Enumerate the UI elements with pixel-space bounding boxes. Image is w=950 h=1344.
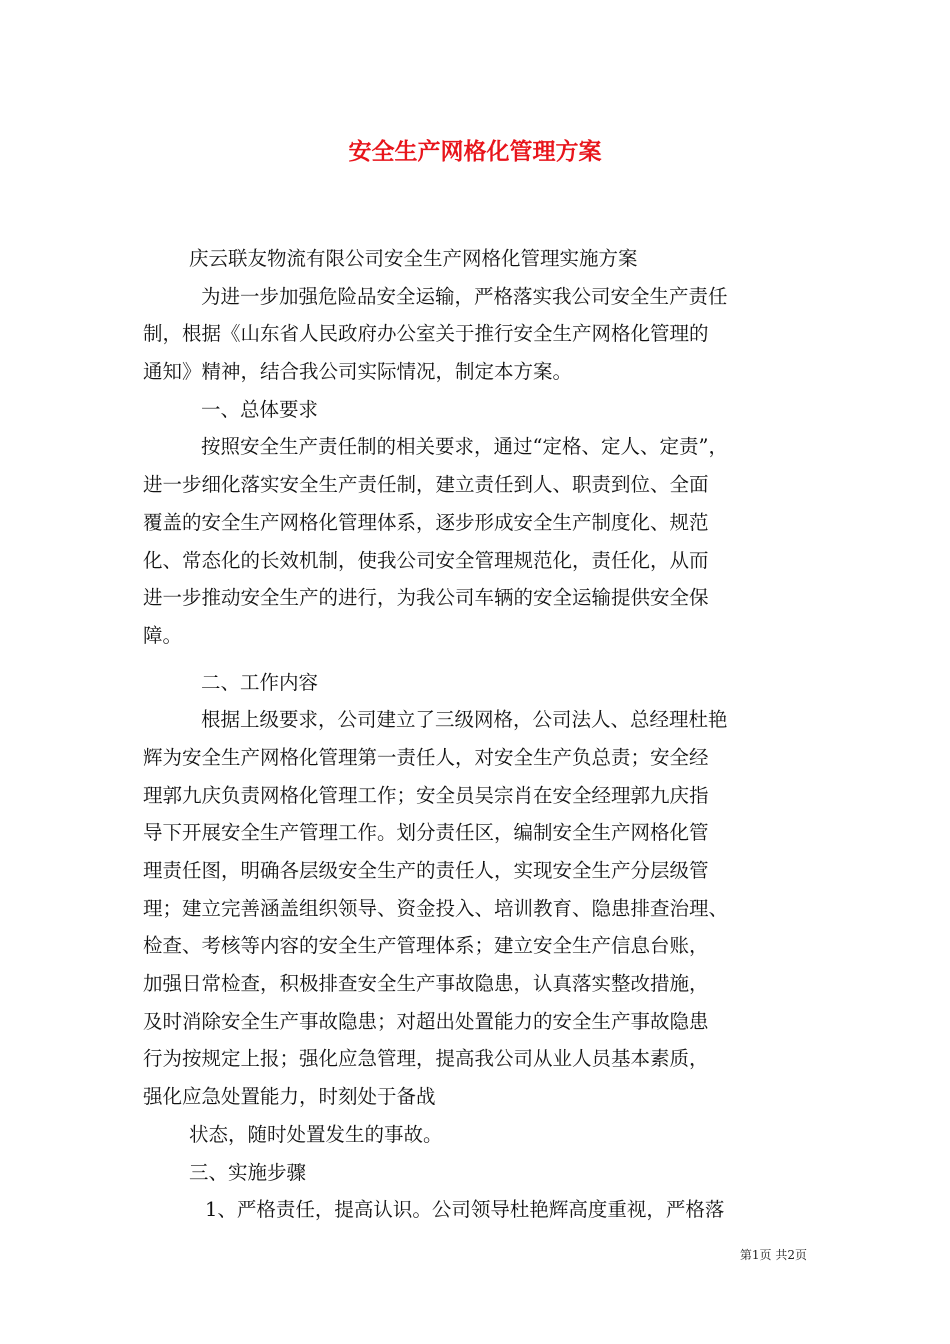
document-body (143, 240, 805, 1229)
paragraph-line: 加强日常检查，积极排查安全生产事故隐患，认真落实整改措施， (143, 972, 709, 996)
paragraph-line: 检查、考核等内容的安全生产管理体系；建立安全生产信息台账， (143, 934, 709, 958)
paragraph-line: 理责任图，明确各层级安全生产的责任人，实现安全生产分层级管 (143, 859, 709, 882)
paragraph-line: 理郭九庆负责网格化管理工作；安全员吴宗肖在安全经理郭九庆指 (143, 783, 709, 807)
paragraph-line: 状态，随时处置发生的事故。 (189, 1122, 443, 1146)
paragraph-line: 根据上级要求，公司建立了三级网格，公司法人、总经理杜艳 (201, 708, 728, 732)
paragraph-line: 理；建立完善涵盖组织领导、资金投入、培训教育、隐患排查治理、 (143, 896, 729, 920)
paragraph-line: 强化应急处置能力，时刻处于备战 (143, 1085, 436, 1109)
paragraph-line: 导下开展安全生产管理工作。划分责任区，编制安全生产网格化管 (143, 821, 709, 845)
paragraph-line: 为进一步加强危险品安全运输，严格落实我公司安全生产责任 (201, 284, 728, 308)
paragraph-line: 通知》精神，结合我公司实际情况，制定本方案。 (143, 360, 573, 384)
section-heading: 三、实施步骤 (189, 1160, 307, 1184)
paragraph-line: 制，根据《山东省人民政府办公室关于推行安全生产网格化管理的 (143, 322, 709, 346)
paragraph-line: 行为按规定上报；强化应急管理，提高我公司从业人员基本素质， (143, 1047, 709, 1071)
paragraph-line: 1、严格责任，提高认识。公司领导杜艳辉高度重视，严格落 (205, 1198, 725, 1222)
paragraph-line: 进一步推动安全生产的进行，为我公司车辆的安全运输提供安全保 (143, 586, 709, 610)
section-heading: 二、工作内容 (201, 670, 319, 694)
section-heading: 一、总体要求 (201, 397, 319, 421)
subtitle-line: 庆云联友物流有限公司安全生产网格化管理实施方案 (189, 247, 638, 270)
paragraph-line: 进一步细化落实安全生产责任制，建立责任到人、职责到位、全面 (143, 473, 709, 497)
paragraph-line: 覆盖的安全生产网格化管理体系，逐步形成安全生产制度化、规范 (143, 510, 709, 534)
page-number: 第1页 共2页 (739, 1248, 807, 1262)
paragraph-line: 辉为安全生产网格化管理第一责任人，对安全生产负总责；安全经 (143, 745, 709, 769)
paragraph-line: 按照安全生产责任制的相关要求，通过“定格、定人、定责”， (201, 435, 728, 459)
paragraph-line: 化、常态化的长效机制，使我公司安全管理规范化，责任化，从而 (143, 548, 709, 572)
paragraph-gap (143, 655, 805, 664)
paragraph-line: 障。 (143, 623, 183, 647)
paragraph-line: 及时消除安全生产事故隐患；对超出处置能力的安全生产事故隐患 (143, 1009, 709, 1033)
document-title: 安全生产网格化管理方案 (348, 139, 602, 165)
